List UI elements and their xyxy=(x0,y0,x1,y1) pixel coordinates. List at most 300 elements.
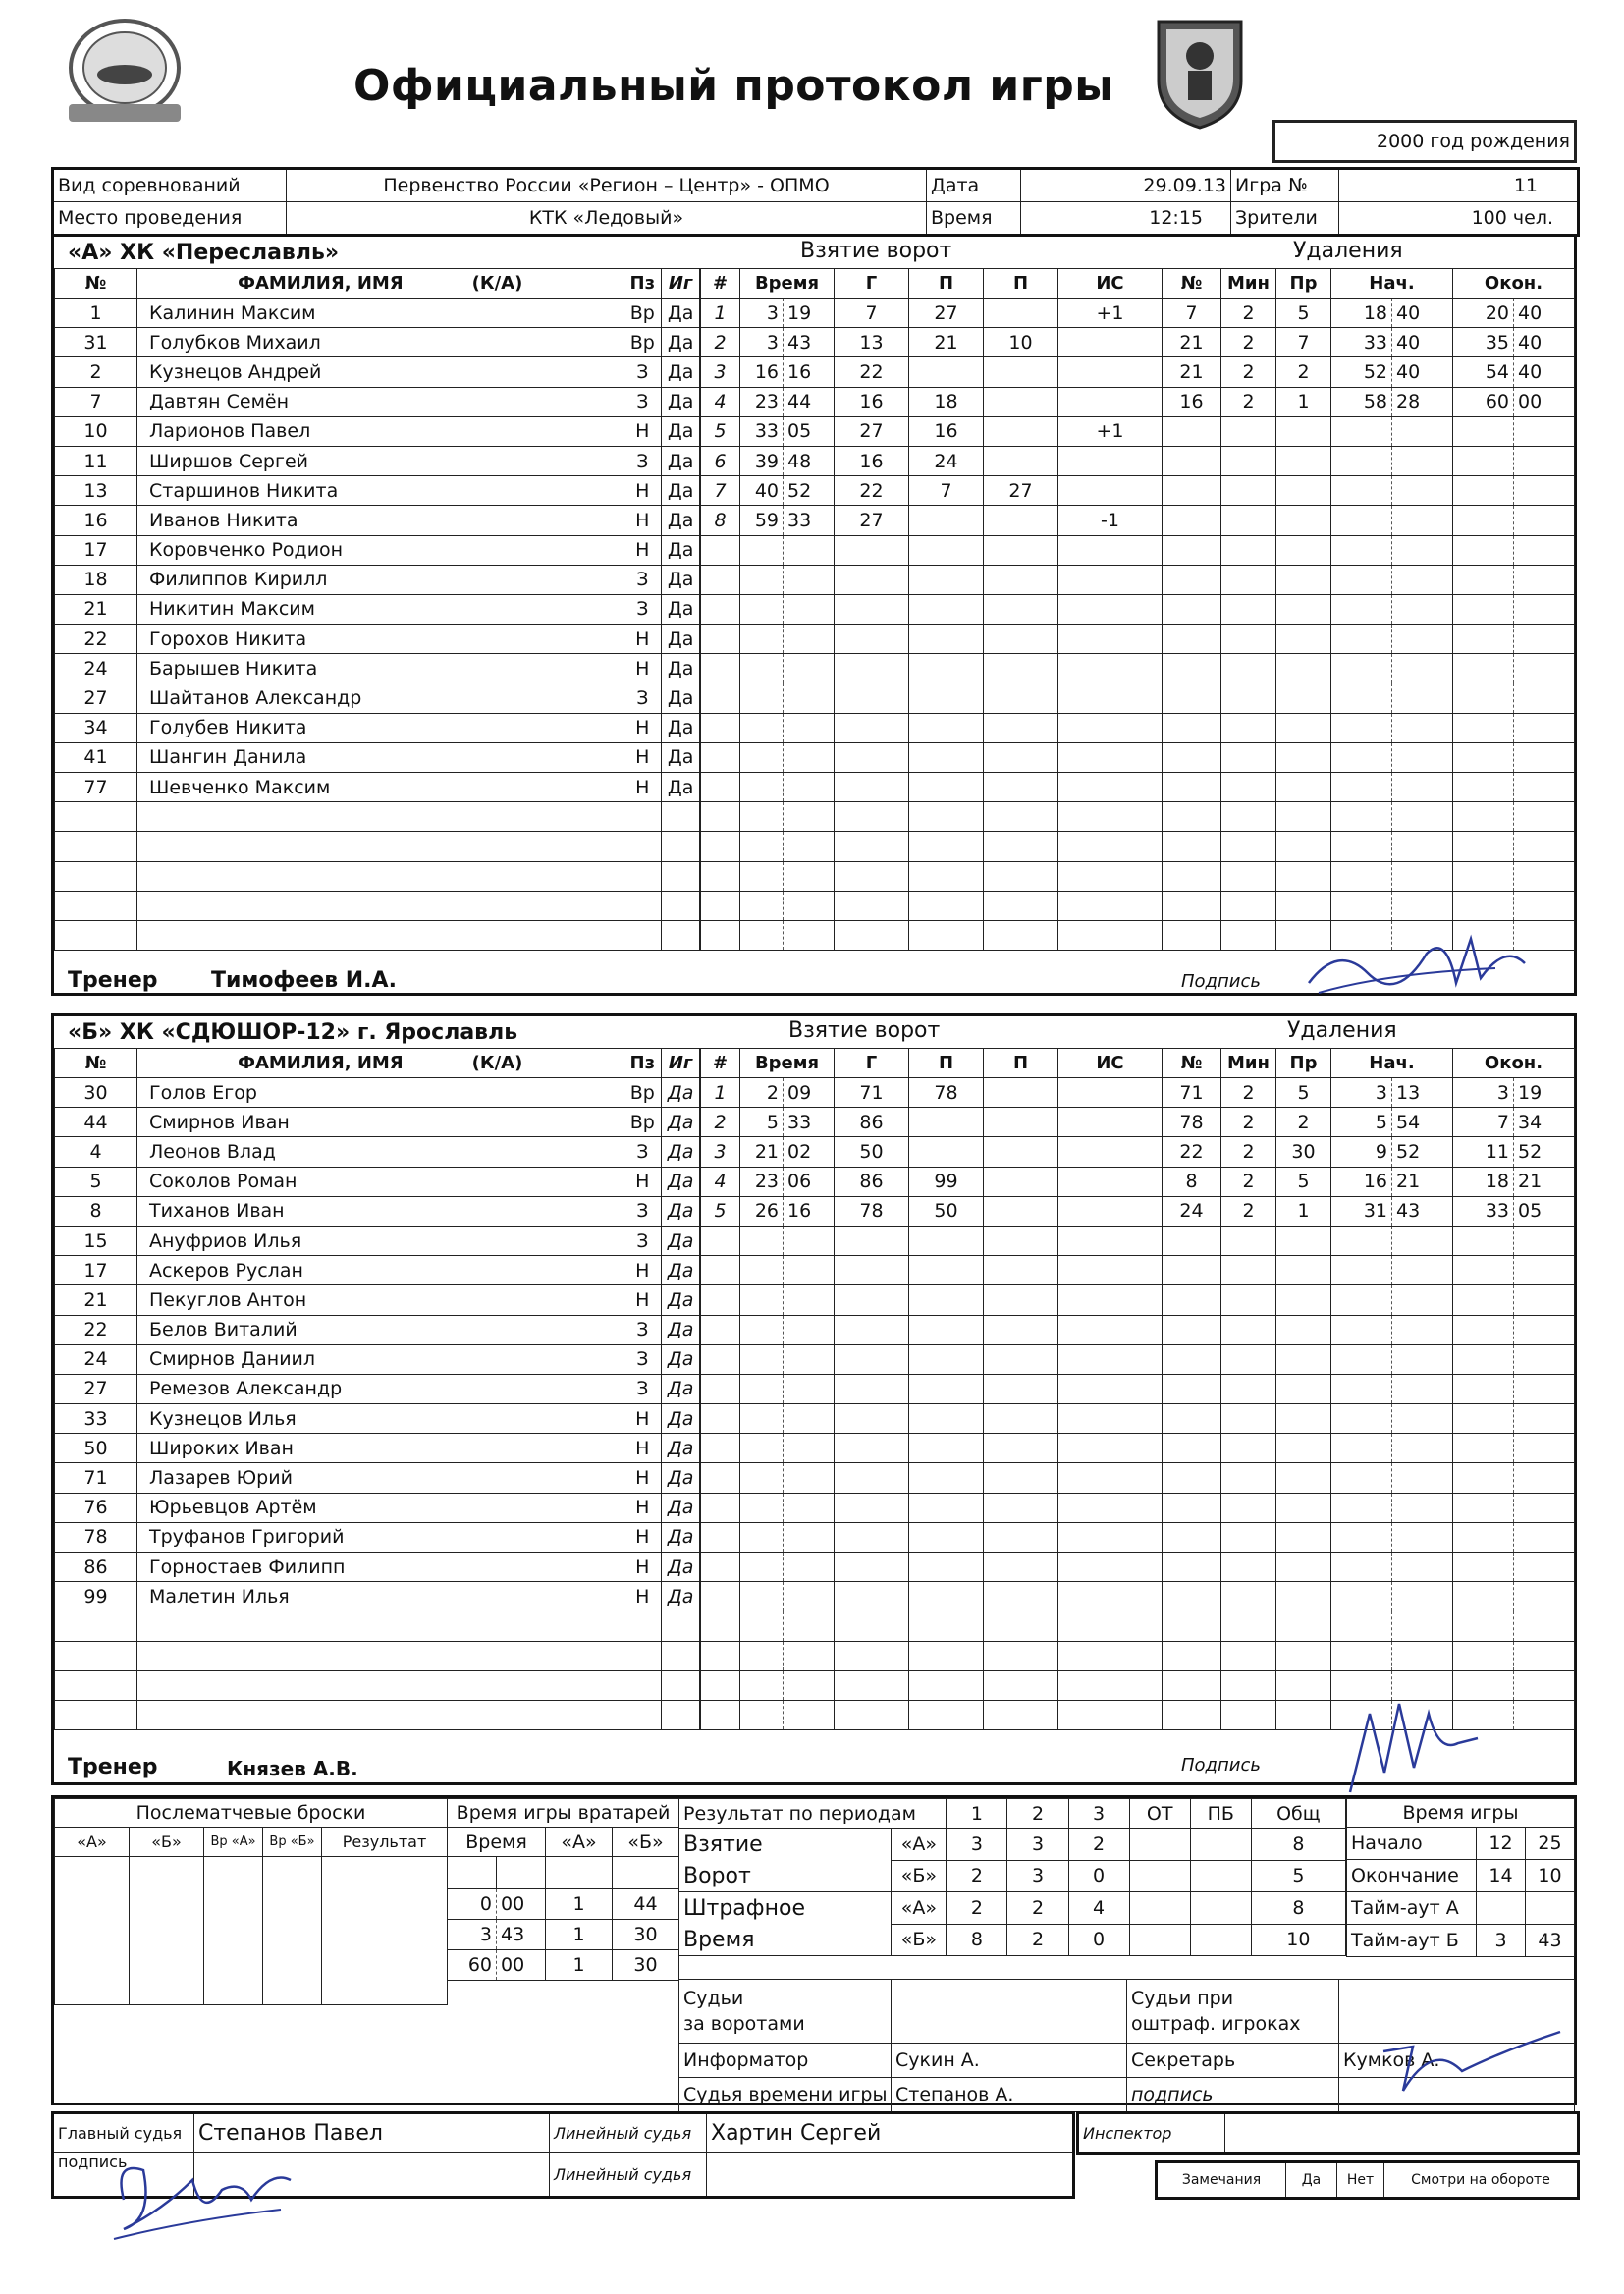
player-position xyxy=(623,832,662,861)
pen-reason: 1 xyxy=(1276,1196,1331,1226)
goal-second: 33 xyxy=(784,1108,835,1137)
period-value xyxy=(1190,1829,1251,1861)
table-row xyxy=(55,1315,700,1344)
goalie-row xyxy=(448,1920,679,1950)
pen-end-min: 11 xyxy=(1453,1137,1514,1167)
goal-col-scorer: Г xyxy=(835,269,909,299)
goal-index: 7 xyxy=(701,476,740,506)
goal-row xyxy=(701,1404,1163,1434)
shootout-col-gk-a: Вр «А» xyxy=(204,1828,263,1857)
goal-minute xyxy=(740,1582,784,1611)
penalty-row xyxy=(1163,1374,1575,1403)
pen-reason xyxy=(1276,1404,1331,1434)
spectators-value: 100 чел. xyxy=(1339,202,1579,236)
player-name xyxy=(137,1641,623,1670)
player-played: Да xyxy=(662,594,700,624)
pen-number xyxy=(1163,1641,1221,1670)
goal-index: 2 xyxy=(701,1108,740,1137)
goal-strength xyxy=(1058,1463,1163,1493)
pen-end-min xyxy=(1453,773,1514,802)
birth-year-box xyxy=(1272,120,1577,163)
goal-assist1 xyxy=(909,891,984,920)
table-row xyxy=(55,742,700,772)
secretary-label: Секретарь xyxy=(1127,2044,1339,2078)
goal-minute xyxy=(740,1611,784,1641)
goal-scorer xyxy=(835,654,909,683)
pen-start-min xyxy=(1331,535,1392,565)
player-number: 24 xyxy=(55,1344,137,1374)
goal-assist1 xyxy=(909,1522,984,1552)
pen-number: 71 xyxy=(1163,1078,1221,1108)
goal-minute xyxy=(740,1315,784,1344)
pen-start-sec: 43 xyxy=(1392,1196,1453,1226)
goal-scorer xyxy=(835,1404,909,1434)
goal-strength xyxy=(1058,594,1163,624)
goal-scorer xyxy=(835,1700,909,1729)
player-number: 34 xyxy=(55,713,137,742)
goal-second xyxy=(784,1493,835,1522)
goal-assist2 xyxy=(984,1582,1058,1611)
goal-assist1 xyxy=(909,1285,984,1315)
goal-second xyxy=(784,535,835,565)
goal-minute xyxy=(740,1226,784,1255)
pen-start-min xyxy=(1331,891,1392,920)
pen-start-sec xyxy=(1392,1553,1453,1582)
player-played: Да xyxy=(662,1196,700,1226)
pen-minutes xyxy=(1221,446,1276,475)
pen-col-number: № xyxy=(1163,269,1221,299)
table-row xyxy=(55,594,700,624)
player-position xyxy=(623,920,662,950)
player-position: Н xyxy=(623,1493,662,1522)
player-number: 44 xyxy=(55,1108,137,1137)
player-played: Да xyxy=(662,1463,700,1493)
pen-number: 24 xyxy=(1163,1196,1221,1226)
col-position: Пз xyxy=(623,1049,662,1078)
penalty-row xyxy=(1163,1553,1575,1582)
goal-assist2 xyxy=(984,1670,1058,1700)
goal-col-index: # xyxy=(701,269,740,299)
goal-assist1 xyxy=(909,1463,984,1493)
goal-assist1: 21 xyxy=(909,328,984,357)
table-row xyxy=(55,476,700,506)
goal-scorer xyxy=(835,1256,909,1285)
pen-start-min xyxy=(1331,1374,1392,1403)
period-value: 3 xyxy=(1007,1860,1068,1892)
pen-number: 22 xyxy=(1163,1137,1221,1167)
goal-scorer xyxy=(835,1374,909,1403)
goal-col-assist2: П xyxy=(984,1049,1058,1078)
goal-scorer xyxy=(835,1670,909,1700)
goal-row xyxy=(701,594,1163,624)
goal-col-assist2: П xyxy=(984,269,1058,299)
pen-minutes: 2 xyxy=(1221,328,1276,357)
pen-start-min xyxy=(1331,654,1392,683)
goal-second: 48 xyxy=(784,446,835,475)
pen-minutes: 2 xyxy=(1221,387,1276,416)
goal-index xyxy=(701,1670,740,1700)
remarks-see-back: Смотри на обороте xyxy=(1384,2162,1579,2199)
period-row-label: Время xyxy=(679,1924,892,1956)
pen-start-sec xyxy=(1392,773,1453,802)
spectators-label: Зрители xyxy=(1231,202,1339,236)
pen-end-sec: 52 xyxy=(1514,1137,1575,1167)
player-position: Н xyxy=(623,506,662,535)
pen-end-min xyxy=(1453,1463,1514,1493)
player-name xyxy=(137,802,623,832)
pen-end-sec xyxy=(1514,773,1575,802)
pen-start-min xyxy=(1331,861,1392,891)
pen-minutes xyxy=(1221,1285,1276,1315)
pen-minutes xyxy=(1221,1553,1276,1582)
team-b-coach-label: Тренер xyxy=(68,1755,158,1779)
player-name: Калинин Максим xyxy=(137,299,623,328)
table-row xyxy=(55,1522,700,1552)
goal-assist2 xyxy=(984,1611,1058,1641)
pen-start-min xyxy=(1331,1463,1392,1493)
penalty-row xyxy=(1163,802,1575,832)
goal-index xyxy=(701,891,740,920)
goal-strength xyxy=(1058,742,1163,772)
player-played: Да xyxy=(662,773,700,802)
goal-row xyxy=(701,535,1163,565)
goal-second xyxy=(784,1553,835,1582)
player-played xyxy=(662,861,700,891)
table-row xyxy=(55,1493,700,1522)
penalty-row xyxy=(1163,1344,1575,1374)
goal-scorer xyxy=(835,1315,909,1344)
period-result-title: Результат по периодам xyxy=(679,1799,947,1829)
goal-scorer xyxy=(835,742,909,772)
player-played: Да xyxy=(662,1108,700,1137)
goal-index: 5 xyxy=(701,1196,740,1226)
goal-col-time: Время xyxy=(740,269,835,299)
pen-start-min: 52 xyxy=(1331,357,1392,387)
pen-reason xyxy=(1276,1670,1331,1700)
penalty-row xyxy=(1163,446,1575,475)
goal-row xyxy=(701,713,1163,742)
team-b-name: «Б» ХК «СДЮШОР-12» г. Ярославль xyxy=(68,1020,518,1045)
player-played: Да xyxy=(662,683,700,713)
goal-assist2 xyxy=(984,594,1058,624)
goal-assist1 xyxy=(909,654,984,683)
goal-minute: 40 xyxy=(740,476,784,506)
pen-end-sec xyxy=(1514,1374,1575,1403)
table-row xyxy=(55,1700,700,1729)
table-row xyxy=(55,446,700,475)
pen-minutes xyxy=(1221,802,1276,832)
goal-strength xyxy=(1058,565,1163,594)
player-name: Ануфриов Илья xyxy=(137,1226,623,1255)
goal-second: 05 xyxy=(784,416,835,446)
goal-assist1 xyxy=(909,1582,984,1611)
table-row xyxy=(55,713,700,742)
player-name: Ремезов Александр xyxy=(137,1374,623,1403)
goal-scorer xyxy=(835,1493,909,1522)
remarks-table xyxy=(1155,2160,1580,2200)
pen-end-min xyxy=(1453,594,1514,624)
player-number: 22 xyxy=(55,1315,137,1344)
goal-index xyxy=(701,565,740,594)
pen-minutes xyxy=(1221,1374,1276,1403)
venue-label: Место проведения xyxy=(53,202,287,236)
pen-minutes: 2 xyxy=(1221,1078,1276,1108)
game-no-label: Игра № xyxy=(1231,169,1339,202)
pen-start-sec xyxy=(1392,742,1453,772)
goal-minute xyxy=(740,742,784,772)
pen-number xyxy=(1163,891,1221,920)
pen-col-minutes: Мин xyxy=(1221,1049,1276,1078)
player-position: Н xyxy=(623,1582,662,1611)
pen-reason xyxy=(1276,654,1331,683)
goalie-col-b: «Б» xyxy=(613,1828,679,1857)
period-col-2: 2 xyxy=(1007,1799,1068,1829)
team-b-penalties-title: Удаления xyxy=(1287,1018,1397,1043)
pen-minutes: 2 xyxy=(1221,357,1276,387)
penalty-judges-label: Судьи при оштраф. игроках xyxy=(1127,1980,1339,2044)
goal-second: 02 xyxy=(784,1137,835,1167)
goal-judges-label: Судьи за воротами xyxy=(679,1980,892,2044)
goal-scorer: 22 xyxy=(835,357,909,387)
pen-reason: 5 xyxy=(1276,299,1331,328)
goal-row xyxy=(701,328,1163,357)
goal-index xyxy=(701,920,740,950)
pen-minutes xyxy=(1221,1700,1276,1729)
game-end-hour: 14 xyxy=(1477,1860,1526,1892)
penalty-row xyxy=(1163,891,1575,920)
goal-assist1 xyxy=(909,1226,984,1255)
player-played: Да xyxy=(662,1344,700,1374)
goal-row xyxy=(701,299,1163,328)
col-ka-label: (К/А) xyxy=(471,273,523,294)
pen-end-min xyxy=(1453,654,1514,683)
pen-end-sec: 40 xyxy=(1514,357,1575,387)
goal-minute xyxy=(740,1641,784,1670)
player-played: Да xyxy=(662,328,700,357)
goal-minute: 5 xyxy=(740,1108,784,1137)
venue-value: КТК «Ледовый» xyxy=(287,202,927,236)
goal-strength xyxy=(1058,1196,1163,1226)
goal-scorer xyxy=(835,802,909,832)
pen-start-sec xyxy=(1392,416,1453,446)
team_b-penalties-header xyxy=(1163,1049,1575,1078)
goal-second: 16 xyxy=(784,1196,835,1226)
goal-index xyxy=(701,1641,740,1670)
goal-row xyxy=(701,1167,1163,1196)
player-number: 11 xyxy=(55,446,137,475)
pen-col-end: Окон. xyxy=(1453,1049,1575,1078)
table-row xyxy=(55,802,700,832)
pen-minutes xyxy=(1221,713,1276,742)
goal-second xyxy=(784,1285,835,1315)
player-played: Да xyxy=(662,476,700,506)
goal-second xyxy=(784,1700,835,1729)
goal-row xyxy=(701,683,1163,713)
goal-assist1 xyxy=(909,1256,984,1285)
shootout-col-gk-b: Вр «Б» xyxy=(263,1828,322,1857)
table-row xyxy=(55,832,700,861)
player-name: Коровченко Родион xyxy=(137,535,623,565)
pen-start-sec xyxy=(1392,1582,1453,1611)
goalie-col-time: Время xyxy=(448,1828,546,1857)
player-played: Да xyxy=(662,446,700,475)
pen-minutes xyxy=(1221,535,1276,565)
goal-scorer xyxy=(835,565,909,594)
goal-assist1 xyxy=(909,832,984,861)
player-name: Барышев Никита xyxy=(137,654,623,683)
goal-row xyxy=(701,506,1163,535)
goal-row xyxy=(701,742,1163,772)
goal-minute: 59 xyxy=(740,506,784,535)
goal-index: 5 xyxy=(701,416,740,446)
player-position: Н xyxy=(623,713,662,742)
pen-end-sec xyxy=(1514,1256,1575,1285)
player-position xyxy=(623,861,662,891)
player-number xyxy=(55,832,137,861)
player-position: Н xyxy=(623,742,662,772)
pen-minutes xyxy=(1221,1641,1276,1670)
player-position xyxy=(623,1670,662,1700)
pen-start-sec xyxy=(1392,594,1453,624)
pen-start-min xyxy=(1331,802,1392,832)
inspector-label: Инспектор xyxy=(1078,2113,1225,2154)
pen-start-sec xyxy=(1392,1226,1453,1255)
penalty-row xyxy=(1163,506,1575,535)
pen-reason xyxy=(1276,1522,1331,1552)
player-played: Да xyxy=(662,1374,700,1403)
team_a-penalties-table xyxy=(1162,268,1575,951)
pen-minutes: 2 xyxy=(1221,299,1276,328)
goal-assist2 xyxy=(984,1167,1058,1196)
period-col-ot: ОТ xyxy=(1129,1799,1190,1829)
player-name: Смирнов Иван xyxy=(137,1108,623,1137)
pen-reason xyxy=(1276,1256,1331,1285)
shootout-title: Послематчевые броски xyxy=(55,1799,448,1828)
period-value xyxy=(1190,1924,1251,1956)
player-number: 21 xyxy=(55,594,137,624)
pen-minutes xyxy=(1221,773,1276,802)
player-name: Смирнов Даниил xyxy=(137,1344,623,1374)
pen-end-min xyxy=(1453,683,1514,713)
pen-reason: 2 xyxy=(1276,357,1331,387)
remarks-label: Замечания xyxy=(1157,2162,1286,2199)
pen-reason xyxy=(1276,1700,1331,1729)
goal-scorer xyxy=(835,1434,909,1463)
pen-minutes xyxy=(1221,832,1276,861)
shootout-col-result: Результат xyxy=(322,1828,448,1857)
remarks-yes[interactable]: Да xyxy=(1286,2162,1337,2199)
goal-strength: -1 xyxy=(1058,506,1163,535)
goal-index xyxy=(701,1463,740,1493)
pen-end-min xyxy=(1453,1226,1514,1255)
goal-index xyxy=(701,594,740,624)
player-name xyxy=(137,1700,623,1729)
player-name: Аскеров Руслан xyxy=(137,1256,623,1285)
player-played: Да xyxy=(662,713,700,742)
goal-assist1 xyxy=(909,920,984,950)
pen-start-min xyxy=(1331,713,1392,742)
player-played xyxy=(662,1670,700,1700)
goal-assist2 xyxy=(984,1196,1058,1226)
pen-start-min: 5 xyxy=(1331,1108,1392,1137)
pen-reason xyxy=(1276,1553,1331,1582)
goal-minute xyxy=(740,1553,784,1582)
pen-number xyxy=(1163,1463,1221,1493)
player-played: Да xyxy=(662,654,700,683)
pen-number xyxy=(1163,773,1221,802)
player-number: 71 xyxy=(55,1463,137,1493)
goalie-second: 00 xyxy=(497,1950,546,1981)
pen-reason xyxy=(1276,476,1331,506)
pen-start-sec xyxy=(1392,1463,1453,1493)
goal-scorer xyxy=(835,1611,909,1641)
goal-index xyxy=(701,802,740,832)
goal-index xyxy=(701,1256,740,1285)
goal-row xyxy=(701,1137,1163,1167)
player-played: Да xyxy=(662,1315,700,1344)
goal-second xyxy=(784,713,835,742)
player-position: Н xyxy=(623,1434,662,1463)
player-number: 2 xyxy=(55,357,137,387)
secretary-value: Кумков А. xyxy=(1339,2044,1575,2078)
player-number: 18 xyxy=(55,565,137,594)
player-number: 33 xyxy=(55,1404,137,1434)
goal-row xyxy=(701,416,1163,446)
secretary-signature-label: подпись xyxy=(1127,2078,1339,2112)
player-played: Да xyxy=(662,1256,700,1285)
goal-second xyxy=(784,1582,835,1611)
pen-start-sec xyxy=(1392,1434,1453,1463)
pen-end-sec xyxy=(1514,446,1575,475)
goal-assist2 xyxy=(984,1463,1058,1493)
goal-minute: 16 xyxy=(740,357,784,387)
goal-index xyxy=(701,625,740,654)
player-position: З xyxy=(623,1137,662,1167)
goal-strength xyxy=(1058,328,1163,357)
player-name: Шангин Данила xyxy=(137,742,623,772)
goal-minute: 23 xyxy=(740,387,784,416)
penalty-row xyxy=(1163,416,1575,446)
remarks-no[interactable]: Нет xyxy=(1337,2162,1384,2199)
pen-minutes xyxy=(1221,1256,1276,1285)
player-played xyxy=(662,920,700,950)
pen-reason xyxy=(1276,773,1331,802)
pen-start-sec xyxy=(1392,1493,1453,1522)
pen-end-sec xyxy=(1514,1463,1575,1493)
goal-strength xyxy=(1058,1078,1163,1108)
goal-assist1 xyxy=(909,1315,984,1344)
goalie-second: 00 xyxy=(497,1889,546,1920)
table-row xyxy=(55,1256,700,1285)
goal-scorer: 86 xyxy=(835,1167,909,1196)
table-row xyxy=(55,654,700,683)
pen-number xyxy=(1163,565,1221,594)
goal-minute xyxy=(740,1522,784,1552)
goal-assist2 xyxy=(984,713,1058,742)
goalie-b: 30 xyxy=(613,1920,679,1950)
pen-number xyxy=(1163,654,1221,683)
goal-assist2 xyxy=(984,1404,1058,1434)
pen-start-sec: 21 xyxy=(1392,1167,1453,1196)
player-position: Н xyxy=(623,1553,662,1582)
pen-number: 78 xyxy=(1163,1108,1221,1137)
penalty-row xyxy=(1163,1434,1575,1463)
goal-assist2 xyxy=(984,1522,1058,1552)
pen-end-min xyxy=(1453,1522,1514,1552)
pen-number: 21 xyxy=(1163,357,1221,387)
player-position: Н xyxy=(623,654,662,683)
pen-start-min: 18 xyxy=(1331,299,1392,328)
